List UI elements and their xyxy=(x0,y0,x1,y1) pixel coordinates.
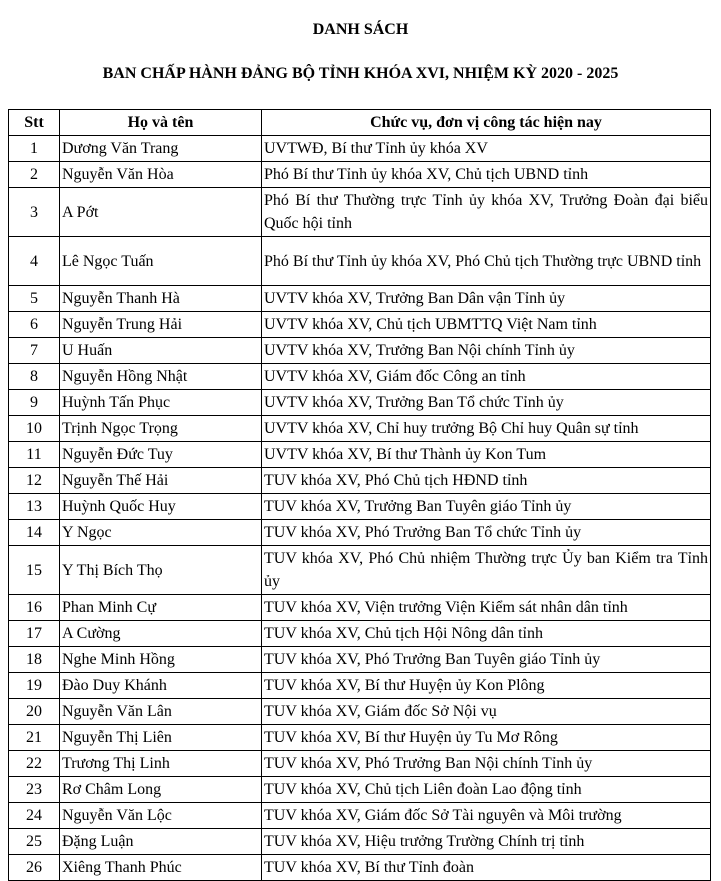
row-stt: 1 xyxy=(9,136,60,162)
row-stt: 10 xyxy=(9,416,60,442)
table-row xyxy=(9,751,711,777)
member-table xyxy=(8,109,711,881)
table-row xyxy=(9,390,711,416)
row-position: Phó Bí thư Tỉnh ủy khóa XV, Phó Chủ tịch Thường trực UBND tỉnh xyxy=(262,237,711,286)
row-name: A Cường xyxy=(60,621,262,647)
row-stt: 22 xyxy=(9,751,60,777)
row-position: UVTV khóa XV, Chỉ huy trưởng Bộ Chỉ huy Quân sự tỉnh xyxy=(262,416,711,442)
row-position: Phó Bí thư Thường trực Tỉnh ủy khóa XV, Trưởng Đoàn đại biểu Quốc hội tỉnh xyxy=(262,188,711,237)
row-stt: 12 xyxy=(9,468,60,494)
row-stt: 2 xyxy=(9,162,60,188)
table-row xyxy=(9,442,711,468)
row-position: Phó Bí thư Tỉnh ủy khóa XV, Chủ tịch UBND tỉnh xyxy=(262,162,711,188)
row-position: TUV khóa XV, Phó Chủ nhiệm Thường trực Ủy ban Kiểm tra Tỉnh ủy xyxy=(262,546,711,595)
row-name: Huỳnh Tấn Phục xyxy=(60,390,262,416)
table-row xyxy=(9,188,711,237)
row-stt: 8 xyxy=(9,364,60,390)
row-name: Phan Minh Cự xyxy=(60,595,262,621)
row-position: TUV khóa XV, Phó Trưởng Ban Tuyên giáo Tỉnh ủy xyxy=(262,647,711,673)
table-row xyxy=(9,136,711,162)
row-name: Đào Duy Khánh xyxy=(60,673,262,699)
row-position: UVTV khóa XV, Trưởng Ban Nội chính Tỉnh ủy xyxy=(262,338,711,364)
row-stt: 3 xyxy=(9,188,60,237)
row-stt: 4 xyxy=(9,237,60,286)
row-name: Nguyễn Hồng Nhật xyxy=(60,364,262,390)
table-row xyxy=(9,416,711,442)
row-position: TUV khóa XV, Phó Trưởng Ban Nội chính Tỉnh ủy xyxy=(262,751,711,777)
row-name: Trương Thị Linh xyxy=(60,751,262,777)
row-name: Nguyễn Đức Tuy xyxy=(60,442,262,468)
row-position: UVTV khóa XV, Chủ tịch UBMTTQ Việt Nam tỉnh xyxy=(262,312,711,338)
header-name: Họ và tên xyxy=(60,110,262,136)
header-stt: Stt xyxy=(9,110,60,136)
table-row xyxy=(9,338,711,364)
table-row xyxy=(9,777,711,803)
table-row xyxy=(9,595,711,621)
row-name: Nguyễn Văn Lân xyxy=(60,699,262,725)
table-row xyxy=(9,647,711,673)
row-stt: 18 xyxy=(9,647,60,673)
table-row xyxy=(9,162,711,188)
row-stt: 25 xyxy=(9,829,60,855)
table-row xyxy=(9,546,711,595)
table-row xyxy=(9,468,711,494)
row-position: TUV khóa XV, Bí thư Huyện ủy Tu Mơ Rông xyxy=(262,725,711,751)
row-stt: 20 xyxy=(9,699,60,725)
row-name: Nguyễn Thế Hải xyxy=(60,468,262,494)
table-row xyxy=(9,855,711,881)
row-name: U Huấn xyxy=(60,338,262,364)
row-name: Nguyễn Trung Hải xyxy=(60,312,262,338)
row-stt: 13 xyxy=(9,494,60,520)
row-stt: 24 xyxy=(9,803,60,829)
row-position: TUV khóa XV, Phó Chủ tịch HĐND tỉnh xyxy=(262,468,711,494)
row-stt: 11 xyxy=(9,442,60,468)
row-name: Đặng Luận xyxy=(60,829,262,855)
row-name: Nguyễn Văn Hòa xyxy=(60,162,262,188)
row-position: UVTV khóa XV, Bí thư Thành ủy Kon Tum xyxy=(262,442,711,468)
table-row xyxy=(9,725,711,751)
row-name: Nguyễn Thanh Hà xyxy=(60,286,262,312)
table-row xyxy=(9,699,711,725)
row-stt: 14 xyxy=(9,520,60,546)
row-name: Huỳnh Quốc Huy xyxy=(60,494,262,520)
row-stt: 19 xyxy=(9,673,60,699)
row-position: TUV khóa XV, Hiệu trưởng Trường Chính trị tỉnh xyxy=(262,829,711,855)
row-position: TUV khóa XV, Chủ tịch Liên đoàn Lao động tỉnh xyxy=(262,777,711,803)
row-stt: 26 xyxy=(9,855,60,881)
row-stt: 21 xyxy=(9,725,60,751)
row-position: TUV khóa XV, Bí thư Huyện ủy Kon Plông xyxy=(262,673,711,699)
row-name: Y Ngọc xyxy=(60,520,262,546)
row-position: UVTV khóa XV, Trưởng Ban Dân vận Tỉnh ủy xyxy=(262,286,711,312)
row-name: Trịnh Ngọc Trọng xyxy=(60,416,262,442)
row-position: TUV khóa XV, Phó Trưởng Ban Tổ chức Tỉnh ủy xyxy=(262,520,711,546)
row-name: Xiêng Thanh Phúc xyxy=(60,855,262,881)
row-stt: 5 xyxy=(9,286,60,312)
row-name: Lê Ngọc Tuấn xyxy=(60,237,262,286)
table-row xyxy=(9,494,711,520)
table-header-row xyxy=(9,110,711,136)
row-position: UVTV khóa XV, Trưởng Ban Tổ chức Tỉnh ủy xyxy=(262,390,711,416)
header-position: Chức vụ, đơn vị công tác hiện nay xyxy=(262,110,711,136)
table-row xyxy=(9,673,711,699)
row-stt: 9 xyxy=(9,390,60,416)
row-position: TUV khóa XV, Trưởng Ban Tuyên giáo Tỉnh ủy xyxy=(262,494,711,520)
row-position: TUV khóa XV, Viện trưởng Viện Kiểm sát nhân dân tỉnh xyxy=(262,595,711,621)
row-name: Nghe Minh Hồng xyxy=(60,647,262,673)
row-stt: 23 xyxy=(9,777,60,803)
table-row xyxy=(9,286,711,312)
row-stt: 17 xyxy=(9,621,60,647)
row-name: Dương Văn Trang xyxy=(60,136,262,162)
table-row xyxy=(9,312,711,338)
row-position: TUV khóa XV, Bí thư Tỉnh đoàn xyxy=(262,855,711,881)
table-row xyxy=(9,803,711,829)
table-row xyxy=(9,621,711,647)
row-stt: 16 xyxy=(9,595,60,621)
table-row xyxy=(9,237,711,286)
row-position: TUV khóa XV, Chủ tịch Hội Nông dân tỉnh xyxy=(262,621,711,647)
row-name: Nguyễn Văn Lộc xyxy=(60,803,262,829)
table-row xyxy=(9,829,711,855)
row-position: TUV khóa XV, Giám đốc Sở Nội vụ xyxy=(262,699,711,725)
table-row xyxy=(9,520,711,546)
row-stt: 15 xyxy=(9,546,60,595)
row-position: UVTV khóa XV, Giám đốc Công an tỉnh xyxy=(262,364,711,390)
row-name: Nguyễn Thị Liên xyxy=(60,725,262,751)
row-position: TUV khóa XV, Giám đốc Sở Tài nguyên và Môi trường xyxy=(262,803,711,829)
table-row xyxy=(9,364,711,390)
row-stt: 6 xyxy=(9,312,60,338)
row-position: UVTWĐ, Bí thư Tỉnh ủy khóa XV xyxy=(262,136,711,162)
row-name: Y Thị Bích Thọ xyxy=(60,546,262,595)
row-stt: 7 xyxy=(9,338,60,364)
row-name: Rơ Châm Long xyxy=(60,777,262,803)
document-subtitle: BAN CHẤP HÀNH ĐẢNG BỘ TỈNH KHÓA XVI, NHIỆM KỲ 2020 - 2025 xyxy=(102,65,619,82)
row-name: A Pớt xyxy=(60,188,262,237)
document-title: DANH SÁCH xyxy=(312,21,409,38)
